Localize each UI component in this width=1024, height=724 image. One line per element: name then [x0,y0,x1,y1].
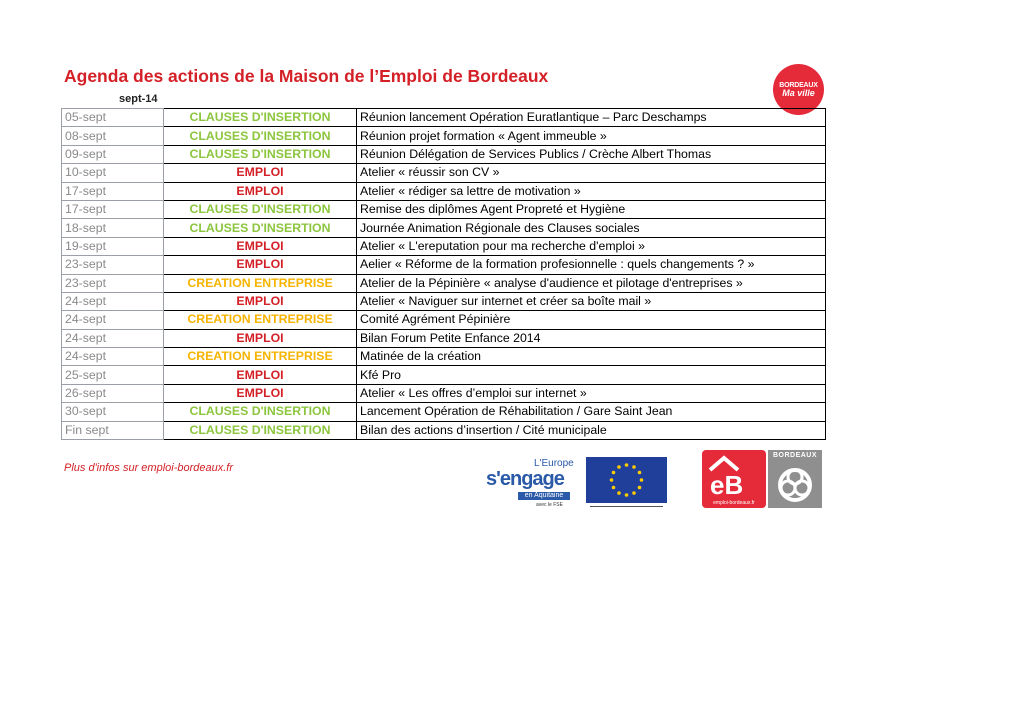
eu-star-icon [612,471,616,475]
agenda-body [62,109,826,440]
type-cell: CLAUSES D'INSERTION [164,421,357,439]
type-cell: EMPLOI [164,256,357,274]
action-cell: Lancement Opération de Réhabilitation / Gare Saint Jean [357,403,826,421]
action-cell: Atelier de la Pépinière « analyse d'audience et pilotage d'entreprises » [357,274,826,292]
table-row [62,256,826,274]
table-row [62,237,826,255]
type-cell: CLAUSES D'INSERTION [164,403,357,421]
type-cell: EMPLOI [164,164,357,182]
eu-star-icon [610,478,614,482]
logo-line2: Ma ville [782,87,815,98]
action-cell: Bilan Forum Petite Enfance 2014 [357,329,826,347]
eu-star-icon [632,465,636,469]
europe-sub-text: avec le FSE [536,502,563,508]
type-cell: CLAUSES D'INSERTION [164,127,357,145]
europe-strip-text: en Aquitaine [518,492,570,500]
action-cell: Réunion Délégation de Services Publics / Crèche Albert Thomas [357,145,826,163]
date-cell: 23-sept [62,256,164,274]
date-cell: 05-sept [62,109,164,127]
type-cell: EMPLOI [164,182,357,200]
page-title: Agenda des actions de la Maison de l’Emploi de Bordeaux [64,66,549,86]
bordeaux-label: BORDEAUX [772,452,818,459]
agenda-table [61,108,826,440]
date-cell: 26-sept [62,384,164,402]
action-cell: Atelier « rédiger sa lettre de motivation » [357,182,826,200]
type-cell: CREATION ENTREPRISE [164,274,357,292]
eu-star-icon [632,491,636,495]
eu-star-icon [625,463,629,467]
action-cell: Atelier « L'ereputation pour ma recherche d'emploi » [357,237,826,255]
date-cell: 24-sept [62,292,164,310]
eu-star-icon [612,486,616,490]
table-row [62,329,826,347]
table-row [62,274,826,292]
eu-star-icon [638,471,642,475]
action-cell: Réunion lancement Opération Euratlantique – Parc Deschamps [357,109,826,127]
table-row [62,421,826,439]
type-cell: EMPLOI [164,366,357,384]
europe-small-text: L'Europe [534,458,574,469]
type-cell: CLAUSES D'INSERTION [164,145,357,163]
eu-star-icon [617,491,621,495]
table-row [62,219,826,237]
table-row [62,200,826,218]
logo-line1: BORDEAUX [779,81,818,89]
table-row [62,311,826,329]
type-cell: CLAUSES D'INSERTION [164,200,357,218]
eu-star-icon [625,493,629,497]
bordeaux-city-logo [768,450,822,508]
table-row [62,109,826,127]
svg-text:eB: eB [710,470,744,500]
date-cell: Fin sept [62,421,164,439]
action-cell: Kfé Pro [357,366,826,384]
date-cell: 08-sept [62,127,164,145]
table-row [62,182,826,200]
date-cell: 24-sept [62,329,164,347]
type-cell: EMPLOI [164,329,357,347]
action-cell: Atelier « Naviguer sur internet et créer sa boîte mail » [357,292,826,310]
type-cell: CLAUSES D'INSERTION [164,109,357,127]
eu-flag-icon [586,457,667,509]
action-cell: Journée Animation Régionale des Clauses sociales [357,219,826,237]
table-row [62,127,826,145]
date-cell: 19-sept [62,237,164,255]
table-row [62,384,826,402]
table-row [62,403,826,421]
europe-big-text: s'engage [486,468,564,490]
type-cell: CREATION ENTREPRISE [164,311,357,329]
eu-star-icon [640,478,644,482]
type-cell: EMPLOI [164,384,357,402]
date-cell: 24-sept [62,348,164,366]
eu-star-icon [638,486,642,490]
action-cell: Comité Agrément Pépinière [357,311,826,329]
action-cell: Atelier « réussir son CV » [357,164,826,182]
table-row [62,348,826,366]
type-cell: EMPLOI [164,292,357,310]
date-cell: 24-sept [62,311,164,329]
table-row [62,366,826,384]
table-row [62,292,826,310]
action-cell: Matinée de la création [357,348,826,366]
action-cell: Atelier « Les offres d’emploi sur internet » [357,384,826,402]
date-cell: 17-sept [62,200,164,218]
date-cell: 25-sept [62,366,164,384]
eu-star-icon [617,465,621,469]
eb-url-text: emploi-bordeaux.fr [713,500,755,506]
europe-sengage-logo [484,456,574,510]
action-cell: Remise des diplômes Agent Propreté et Hygiène [357,200,826,218]
date-cell: 09-sept [62,145,164,163]
action-cell: Aelier « Réforme de la formation profesionnelle : quels changements ? » [357,256,826,274]
date-cell: 23-sept [62,274,164,292]
type-cell: CREATION ENTREPRISE [164,348,357,366]
table-row [62,164,826,182]
action-cell: Bilan des actions d’insertion / Cité municipale [357,421,826,439]
date-cell: 17-sept [62,182,164,200]
action-cell: Réunion projet formation « Agent immeuble » [357,127,826,145]
date-cell: 30-sept [62,403,164,421]
emploi-bordeaux-logo [702,450,766,508]
table-row [62,145,826,163]
date-cell: 10-sept [62,164,164,182]
more-info-link[interactable]: Plus d'infos sur emploi-bordeaux.fr [64,462,234,474]
type-cell: CLAUSES D'INSERTION [164,219,357,237]
month-label: sept-14 [119,93,158,105]
date-cell: 18-sept [62,219,164,237]
type-cell: EMPLOI [164,237,357,255]
